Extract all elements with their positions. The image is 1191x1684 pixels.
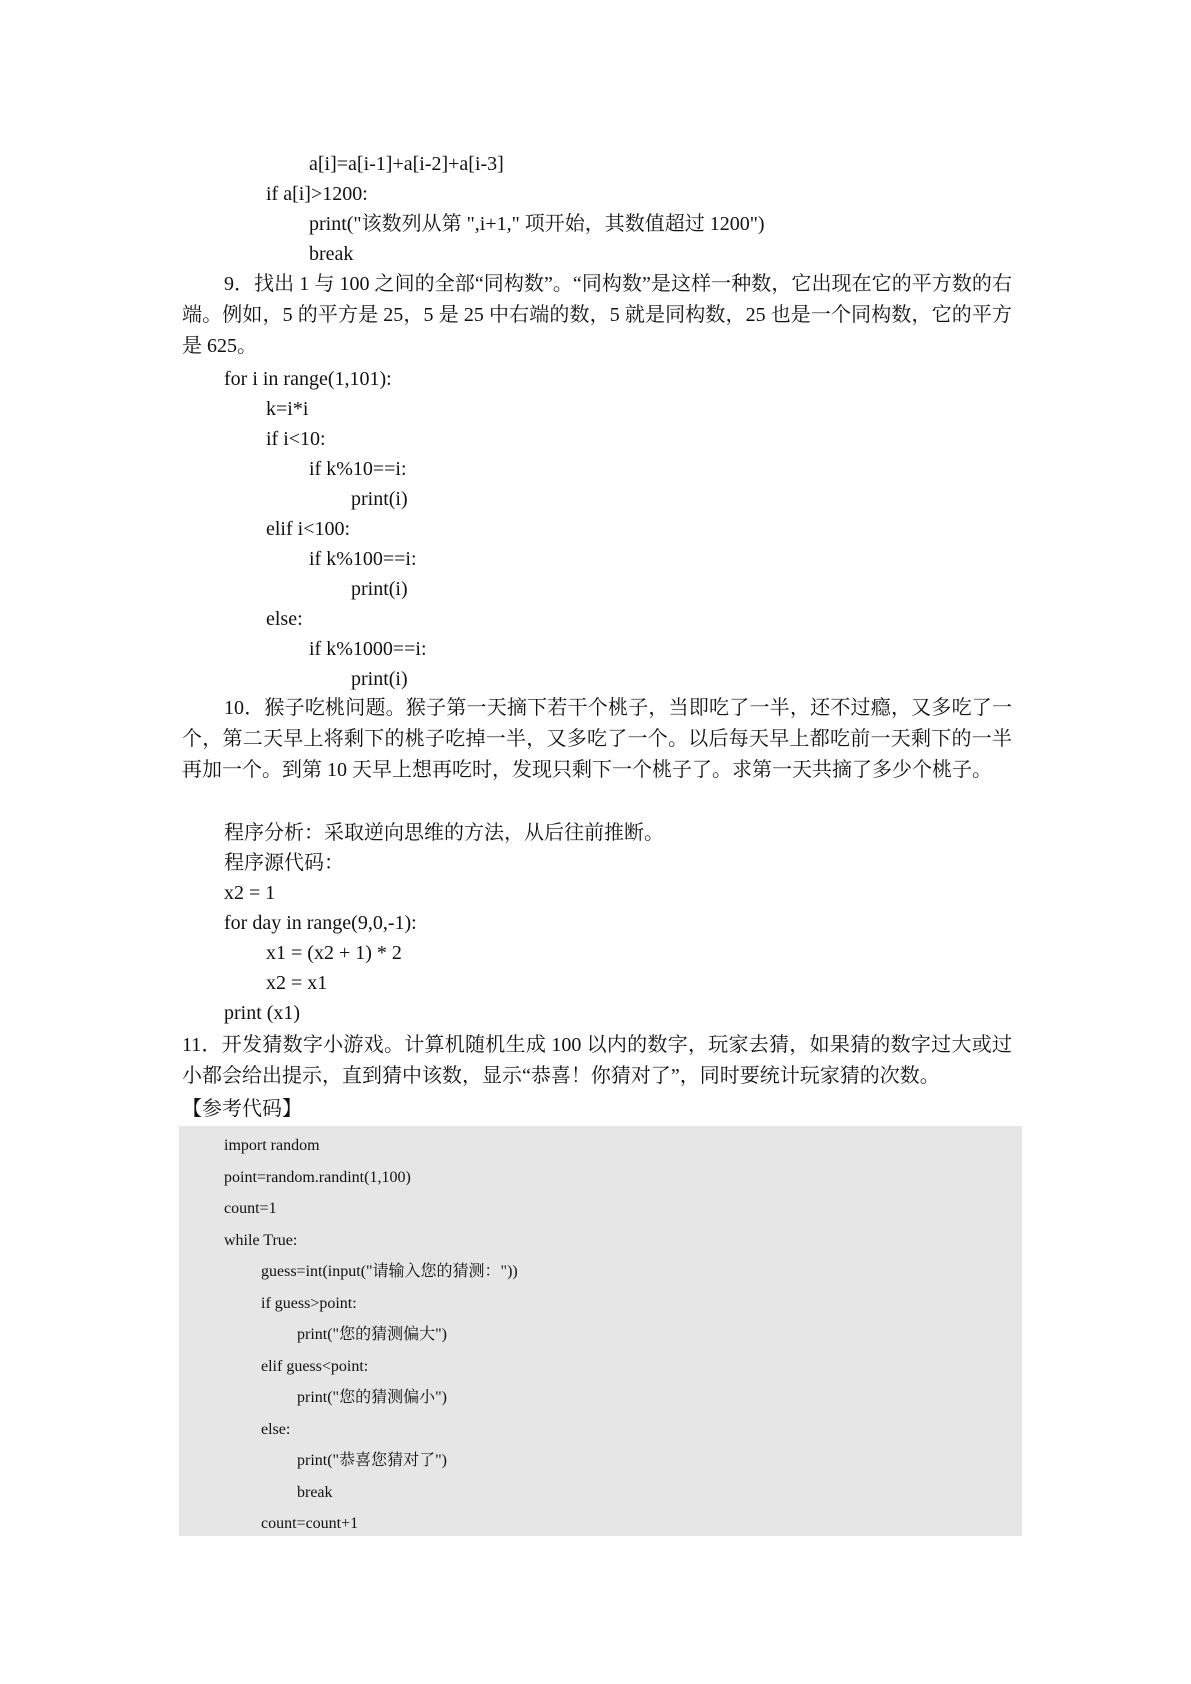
code-line: while True: (224, 1232, 298, 1249)
code-line: else: (266, 608, 303, 630)
code-line: if k%10==i: (309, 458, 407, 480)
code-line: if k%100==i: (309, 548, 417, 570)
code-line: k=i*i (266, 398, 309, 420)
code-line: count=1 (224, 1200, 277, 1217)
code-line: break (297, 1484, 333, 1501)
code-line: point=random.randint(1,100) (224, 1169, 411, 1186)
code-line: print("该数列从第 ",i+1," 项开始，其数值超过 1200") (309, 213, 765, 235)
code-line: x1 = (x2 + 1) * 2 (266, 942, 402, 964)
code-line: x2 = x1 (266, 972, 328, 994)
code-line: print("恭喜您猜对了") (297, 1452, 447, 1469)
reference-code-label: 【参考代码】 (182, 1098, 302, 1120)
question-10-text (182, 693, 1012, 786)
code-line: for i in range(1,101): (224, 368, 392, 390)
code-line: print("您的猜测偏大") (297, 1326, 447, 1343)
code-line: count=count+1 (261, 1515, 359, 1532)
program-analysis: 程序分析：采取逆向思维的方法，从后往前推断。 (224, 822, 664, 844)
code-line: print(i) (351, 488, 408, 510)
question-9-text (182, 269, 1012, 362)
code-line: guess=int(input("请输入您的猜测：")) (261, 1263, 518, 1280)
code-line: elif i<100: (266, 518, 351, 540)
code-line: import random (224, 1137, 320, 1154)
code-line: else: (261, 1421, 291, 1438)
code-line: if a[i]>1200: (266, 183, 368, 205)
reference-code-block (179, 1126, 1022, 1536)
source-code-label: 程序源代码： (224, 852, 344, 874)
code-line: elif guess<point: (261, 1358, 369, 1375)
question-11-text (182, 1030, 1012, 1092)
code-line: x2 = 1 (224, 882, 276, 904)
code-line: if i<10: (266, 428, 326, 450)
question-11-paragraph: 11．开发猜数字小游戏。计算机随机生成 100 以内的数字，玩家去猜，如果猜的数字过大或过小都会给出提示，直到猜中该数，显示“恭喜！你猜对了”，同时要统计玩家猜的次数。 (182, 1034, 1012, 1087)
code-line: a[i]=a[i-1]+a[i-2]+a[i-3] (309, 153, 504, 175)
code-line: if k%1000==i: (309, 638, 427, 660)
code-line: for day in range(9,0,-1): (224, 912, 417, 934)
code-line: break (309, 243, 354, 265)
code-line: print("您的猜测偏小") (297, 1389, 447, 1406)
code-line: print(i) (351, 578, 408, 600)
question-9-paragraph: 9．找出 1 与 100 之间的全部“同构数”。“同构数”是这样一种数，它出现在它的平方数的右端。例如，5 的平方是 25，5 是 25 中右端的数，5 就是同构数，25 也是一个同构数，它的平方是 625。 (182, 273, 1012, 357)
code-line: if guess>point: (261, 1295, 357, 1312)
code-line: print(i) (351, 668, 408, 690)
code-line: print (x1) (224, 1002, 301, 1024)
question-10-paragraph: 10．猴子吃桃问题。猴子第一天摘下若干个桃子，当即吃了一半，还不过瘾，又多吃了一个，第二天早上将剩下的桃子吃掉一半，又多吃了一个。以后每天早上都吃前一天剩下的一半再加一个。到第 10 天早上想再吃时，发现只剩下一个桃子了。求第一天共摘了多少个桃子。 (182, 697, 1012, 781)
